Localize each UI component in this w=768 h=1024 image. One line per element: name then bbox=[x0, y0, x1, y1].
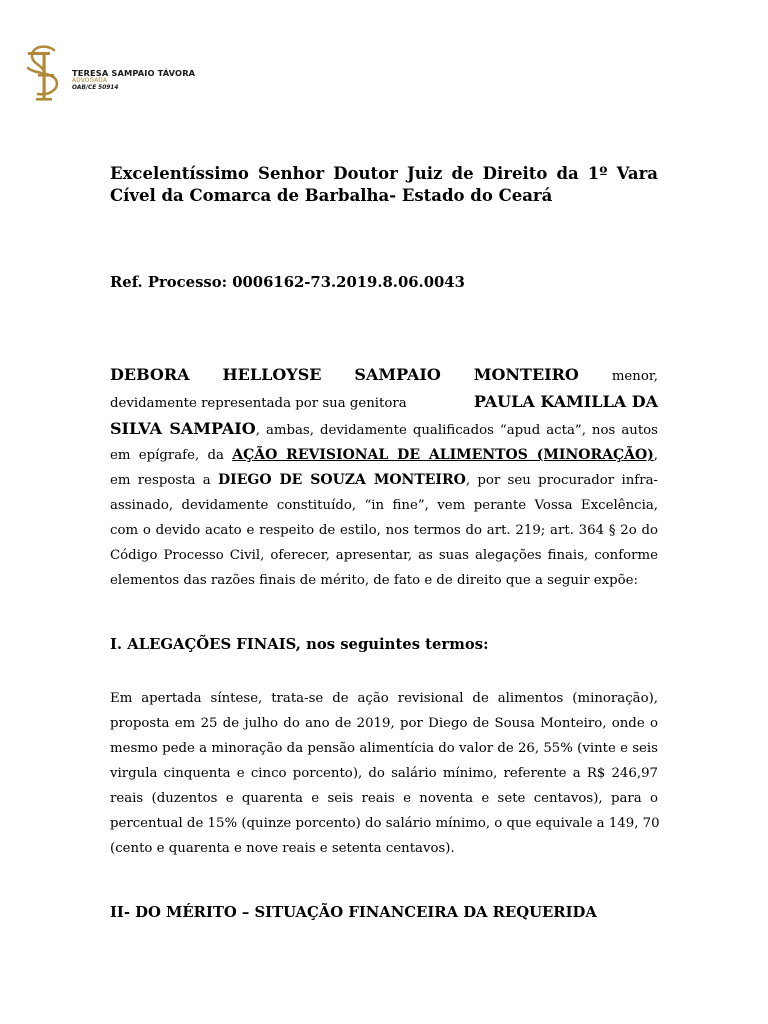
party-suffix: menor, bbox=[611, 369, 658, 384]
summary-line-5: reais (duzentos e quarenta e seis reais e noventa e sete centavos), para o bbox=[110, 791, 658, 806]
intro-text: , bbox=[653, 448, 658, 463]
guardian-name-part-1: PAULA KAMILLA DA bbox=[473, 392, 658, 411]
intro-text: , ambas, devidamente qualificados “apud acta”, nos autos bbox=[255, 423, 658, 438]
intro-line-8: Código Processo Civil, oferecer, apresentar, as suas alegações finais, conforme bbox=[110, 548, 658, 563]
lawyer-role: ADVOGADA bbox=[72, 78, 108, 84]
addressee bbox=[110, 163, 658, 207]
intro-line-6: assinado, devidamente constituído, “in fine”, vem perante Vossa Excelência, bbox=[110, 498, 658, 513]
addressee-line-2: Cível da Comarca de Barbalha- Estado do Ceará bbox=[110, 186, 553, 205]
party-name-word: MONTEIRO bbox=[473, 365, 579, 384]
summary-paragraph bbox=[110, 686, 658, 861]
section-1-heading: I. ALEGAÇÕES FINAIS, nos seguintes termos: bbox=[110, 636, 489, 653]
oab-number: OAB/CE 50914 bbox=[72, 85, 119, 91]
summary-line-2: proposta em 25 de julho do ano de 2019, por Diego de Sousa Monteiro, onde o bbox=[110, 716, 658, 731]
process-reference: Ref. Processo: 0006162-73.2019.8.06.0043 bbox=[110, 274, 465, 291]
letterhead bbox=[24, 44, 224, 104]
intro-line-1 bbox=[110, 362, 658, 389]
intro-line-4 bbox=[110, 443, 658, 468]
addressee-line-1: Excelentíssimo Senhor Doutor Juiz de Direito da 1º Vara bbox=[110, 164, 658, 183]
intro-line-5 bbox=[110, 468, 658, 493]
opposing-party-name: DIEGO DE SOUZA MONTEIRO bbox=[218, 472, 466, 488]
lawyer-name: TERESA SAMPAIO TÁVORA bbox=[72, 68, 196, 78]
summary-line-6: percentual de 15% (quinze porcento) do salário mínimo, o que equivale a 149, 70 bbox=[110, 816, 660, 831]
intro-line-3 bbox=[110, 416, 658, 443]
summary-line-3: mesmo pede a minoração da pensão alimentícia do valor de 26, 55% (vinte e seis bbox=[110, 741, 658, 756]
party-name-word: HELLOYSE bbox=[222, 365, 322, 384]
section-2-heading: II- DO MÉRITO – SITUAÇÃO FINANCEIRA DA REQUERIDA bbox=[110, 904, 597, 921]
letterhead-text bbox=[72, 68, 232, 92]
intro-text: , por seu procurador infra- bbox=[465, 473, 658, 488]
guardian-name-part-2: SILVA SAMPAIO bbox=[110, 419, 256, 438]
party-name-word: DEBORA bbox=[110, 365, 190, 384]
intro-text: em resposta a bbox=[110, 473, 211, 488]
action-title: AÇÃO REVISIONAL DE ALIMENTOS (MINORAÇÃO) bbox=[232, 447, 654, 463]
summary-line-7: (cento e quarenta e nove reais e setenta centavos). bbox=[110, 841, 455, 856]
party-name-word: SAMPAIO bbox=[354, 365, 441, 384]
intro-paragraph bbox=[110, 362, 658, 593]
intro-text: em epígrafe, da bbox=[110, 448, 224, 463]
intro-line-2 bbox=[110, 389, 658, 416]
summary-line-4: virgula cinquenta e cinco porcento), do salário mínimo, referente a R$ 246,97 bbox=[110, 766, 658, 781]
intro-line-9: elementos das razões finais de mérito, de fato e de direito que a seguir expõe: bbox=[110, 573, 639, 588]
intro-text: devidamente representada por sua genitora bbox=[110, 396, 407, 411]
summary-line-1: Em apertada síntese, trata-se de ação revisional de alimentos (minoração), bbox=[110, 691, 658, 706]
monogram-icon bbox=[24, 44, 64, 102]
intro-line-7: com o devido acato e respeito de estilo, nos termos do art. 219; art. 364 § 2o do bbox=[110, 523, 658, 538]
